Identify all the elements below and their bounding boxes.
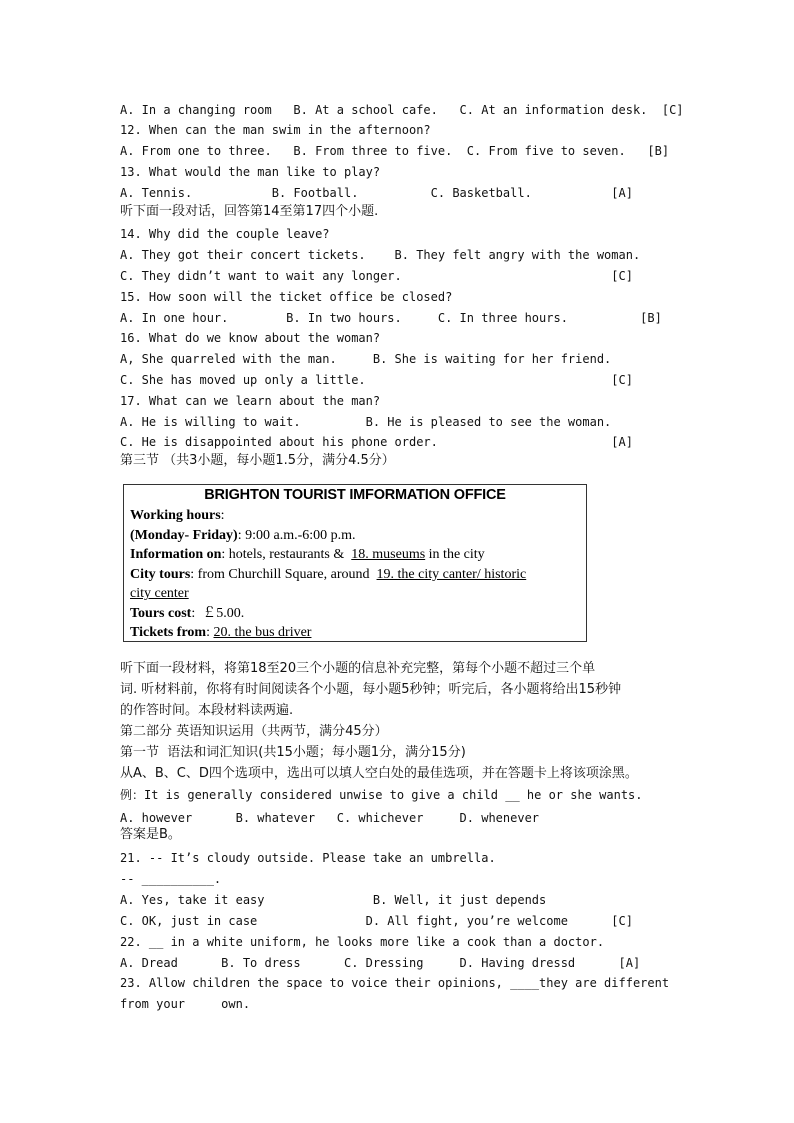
q12-question: 12. When can the man swim in the afternoon? bbox=[120, 123, 431, 137]
notice-tours-cost bbox=[130, 605, 244, 623]
part-2-section-1-heading: 第一节 语法和词汇知识(共15小题；每小题1分，满分15分) bbox=[120, 745, 466, 760]
tickets-text: : bbox=[206, 625, 214, 640]
notice-information bbox=[130, 546, 485, 564]
q22-options: A. Dread B. To dress C. Dressing D. Having dressd [A] bbox=[120, 956, 641, 970]
info-text: : hotels, restaurants & bbox=[221, 547, 352, 562]
working-hours-suffix: : bbox=[220, 508, 225, 523]
example-options: A. however B. whatever C. whichever D. whenever bbox=[120, 811, 540, 825]
q15-options: A. In one hour. B. In two hours. C. In three hours. [B] bbox=[120, 311, 662, 325]
cost-value: : ￡5.00. bbox=[191, 606, 245, 621]
notice-days bbox=[130, 527, 356, 545]
q23-question: 23. Allow children the space to voice their opinions, ____they are different bbox=[120, 976, 670, 990]
q17-option-c: C. He is disappointed about his phone order. [A] bbox=[120, 435, 633, 449]
part-2-instruction: 从A、B、C、D四个选项中，选出可以填人空白处的最佳选项，并在答题卡上将该项涂黑。 bbox=[120, 766, 638, 781]
q23-question-cont: from your own. bbox=[120, 997, 251, 1011]
tourist-info-notice bbox=[123, 484, 587, 642]
days-label: (Monday- Friday) bbox=[130, 528, 238, 543]
tours-label: City tours bbox=[130, 567, 191, 582]
days-value: : 9:00 a.m.-6:00 p.m. bbox=[237, 528, 356, 543]
section-instruction-18-20-line2: 词. 听材料前，你将有时间阅读各个小题，每小题5秒钟；听完后，各小题将给出15秒钟 bbox=[120, 682, 622, 697]
example-question: 例：It is generally considered unwise to give a child __ he or she wants. bbox=[120, 788, 643, 802]
answer-19-line2: city center bbox=[130, 586, 189, 601]
q21-options-cd: C. OK, just in case D. All fight, you’re welcome [C] bbox=[120, 914, 633, 928]
q13-question: 13. What would the man like to play? bbox=[120, 165, 381, 179]
section-instruction-18-20-line3: 的作答时间。本段材料读两遍. bbox=[120, 703, 294, 718]
example-answer: 答案是B。 bbox=[120, 827, 181, 842]
q11-options: A. In a changing room B. At a school cafe. C. At an information desk. [C] bbox=[120, 103, 684, 117]
tours-text: : from Churchill Square, around bbox=[190, 567, 377, 582]
q21-reply-blank: -- __________. bbox=[120, 872, 222, 886]
answer-20: 20. the bus driver bbox=[213, 625, 312, 640]
info-suffix: in the city bbox=[425, 547, 485, 562]
q14-options-ab: A. They got their concert tickets. B. They felt angry with the woman. bbox=[120, 248, 641, 262]
section-instruction-14-17: 听下面一段对话，回答第14至第17四个小题. bbox=[120, 204, 379, 219]
info-label: Information on bbox=[130, 547, 222, 562]
q16-options-ab: A, She quarreled with the man. B. She is waiting for her friend. bbox=[120, 352, 612, 366]
notice-city-tours-cont bbox=[130, 585, 189, 603]
q17-question: 17. What can we learn about the man? bbox=[120, 394, 381, 408]
q13-options: A. Tennis. B. Football. C. Basketball. [A] bbox=[120, 186, 633, 200]
q12-options: A. From one to three. B. From three to five. C. From five to seven. [B] bbox=[120, 144, 670, 158]
answer-18: 18. museums bbox=[351, 547, 426, 562]
section-instruction-18-20-line1: 听下面一段材料，将第18至20三个小题的信息补充完整，第每个小题不超过三个单 bbox=[120, 661, 596, 676]
working-hours-label: Working hours bbox=[130, 508, 221, 523]
q21-options-ab: A. Yes, take it easy B. Well, it just depends bbox=[120, 893, 547, 907]
q16-option-c: C. She has moved up only a little. [C] bbox=[120, 373, 633, 387]
q14-option-c: C. They didn’t want to wait any longer. [C] bbox=[120, 269, 633, 283]
q15-question: 15. How soon will the ticket office be closed? bbox=[120, 290, 453, 304]
q17-options-ab: A. He is willing to wait. B. He is pleased to see the woman. bbox=[120, 415, 612, 429]
q16-question: 16. What do we know about the woman? bbox=[120, 331, 381, 345]
cost-label: Tours cost bbox=[130, 606, 192, 621]
part-2-heading: 第二部分 英语知识运用（共两节，满分45分） bbox=[120, 724, 388, 739]
tickets-label: Tickets from bbox=[130, 625, 207, 640]
notice-tickets bbox=[130, 624, 311, 642]
q21-question: 21. -- It’s cloudy outside. Please take an umbrella. bbox=[120, 851, 496, 865]
q22-question: 22. __ in a white uniform, he looks more like a cook than a doctor. bbox=[120, 935, 605, 949]
section-3-heading: 第三节 （共3小题，每小题1.5分，满分4.5分） bbox=[120, 453, 395, 468]
notice-city-tours bbox=[130, 566, 526, 584]
q14-question: 14. Why did the couple leave? bbox=[120, 227, 330, 241]
answer-19-line1: 19. the city canter/ historic bbox=[376, 567, 527, 582]
notice-working-hours bbox=[130, 507, 225, 525]
notice-title: BRIGHTON TOURIST IMFORMATION OFFICE bbox=[204, 487, 506, 503]
